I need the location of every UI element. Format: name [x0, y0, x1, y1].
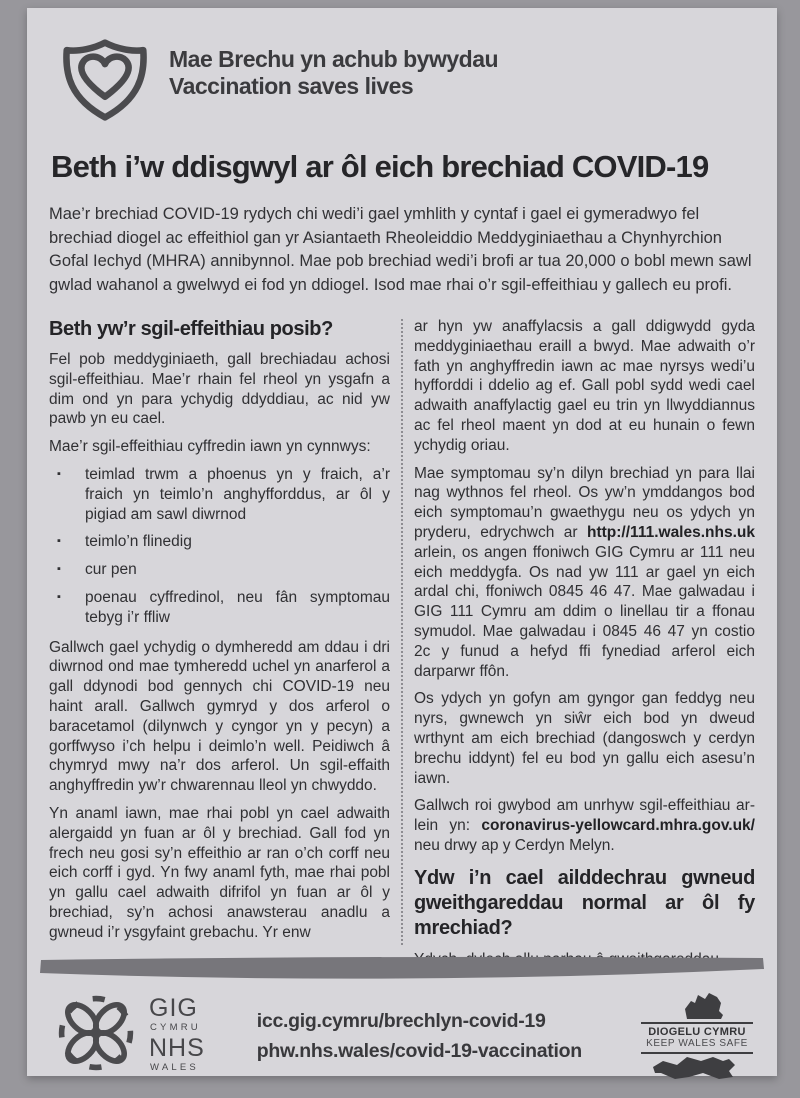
right-para-4 — [414, 796, 755, 855]
column-divider — [401, 319, 403, 945]
keep-wales-safe-logo — [641, 991, 753, 1081]
tagline-welsh: Mae Brechu yn achub bywydau — [169, 46, 499, 72]
nhs-111-url: http://111.wales.nhs.uk — [587, 523, 755, 541]
intro-paragraph: Mae’r brechiad COVID-19 rydych chi wedi’i gael ymhlith y cyntaf i gael ei gymeradwyo fel brechiad diogel ac effeithiol gan yr Asiantaeth Rheoleiddio Meddyginiaethau a Chynhyrchion Gofal Iechyd (MHRA) annibynnol. Mae pob brechiad wedi’i brofi ar tua 20,000 o bobl mewn sawl gwlad wahanol a gwelwyd ei fod yn ddiogel. Isod mae rhai o’r sgil-effeithiau y gallech eu profi. — [49, 205, 752, 294]
nhs-label: NHS — [149, 1033, 205, 1062]
nhs-wales-logo-text — [149, 996, 205, 1075]
right-para-4-text: Gallwch roi gwybod am unrhyw sgil-effeithiau ar-lein yn: — [414, 797, 755, 835]
keep-wales-safe-label: KEEP WALES SAFE — [646, 1037, 748, 1049]
footer-url-2: phw.nhs.wales/covid-19-vaccination — [256, 1039, 582, 1062]
footer-url-1: icc.gig.cymru/brechlyn-covid-19 — [256, 1009, 546, 1032]
list-item: ▪ cur pen — [49, 560, 390, 580]
left-para-1: Fel pob meddyginiaeth, gall brechiadau achosi sgil-effeithiau. Mae’r rhain fel rheol yn ysgafn a dim ond yn para ychydig ddyddiau, ac nid yw pawb yn eu cael. — [49, 351, 390, 428]
shield-heart-icon — [57, 38, 153, 127]
diogelu-cymru-label: DIOGELU CYMRU — [648, 1025, 746, 1038]
leaflet-page — [27, 8, 777, 1076]
yellowcard-url: coronavirus-yellowcard.mhra.gov.uk/ — [481, 817, 755, 835]
right-para-2-text: Mae symptomau sy’n dilyn brechiad yn para llai nag wythnos fel rheol. Os yw’n ymddangos bod eich symptomau’n gwaethygu neu os ydych yn pryderu, edrychwch ar — [414, 464, 755, 541]
nhs-wales-celtic-knot-icon — [53, 990, 139, 1081]
nhs-wales-logo — [53, 990, 205, 1081]
wales-label: WALES — [150, 1061, 199, 1073]
page-title: Beth i’w ddisgwyl ar ôl eich brechiad COVID-19 — [51, 149, 709, 184]
vaccination-brand-header — [57, 38, 755, 127]
right-para-2 — [414, 464, 755, 682]
footer-urls — [257, 1006, 641, 1066]
brand-taglines — [169, 38, 498, 100]
normal-activities-heading: Ydw i’n cael ailddechrau gwneud gweithgareddau normal ar ôl fy mrechiad? — [414, 866, 755, 939]
wales-map-top-icon — [641, 991, 753, 1021]
list-item: ▪ poenau cyffredinol, neu fân symptomau tebyg i’r ffliw — [49, 588, 390, 628]
footer — [49, 990, 755, 1081]
fold-shadow-bar — [35, 956, 769, 990]
cymru-label: CYMRU — [150, 1022, 201, 1033]
right-para-4-text-cont: neu drwy ap y Cerdyn Melyn. — [414, 836, 615, 854]
wales-map-bottom-icon — [641, 1055, 753, 1081]
left-para-3: Gallwch gael ychydig o dymheredd am ddau i dri diwrnod ond mae tymheredd uchel yn anarferol a gall ddynodi bod gennych chi COVID-19 neu haint arall. Gallwch gymryd y dos arferol o baracetamol (dilynwch y cyngor yn y pecyn) a gorffwyso i’ch helpu i deimlo’n well. Peidiwch â chymryd mwy na’r dos arferol. Un sgil-effaith anghyffredin yw’r chwarennau lleol yn chwyddo. — [49, 638, 390, 795]
right-para-1: ar hyn yw anaffylacsis a gall ddigwydd gyda meddyginiaethau eraill a bwyd. Mae adwaith o’r fath yn anghyffredin iawn ac mae nyrsys wedi’u hyfforddi i ddelio ag ef. Gall pobl sydd wedi cael adwaith anaffylactig gael eu trin yn llwyddiannus ac fel rheol maent yn dod at eu hunain o fewn ychydig oriau. — [414, 318, 755, 454]
list-item: ▪ teimlo’n flinedig — [49, 532, 390, 552]
gig-label: GIG — [149, 994, 198, 1022]
side-effects-list — [49, 465, 390, 628]
right-para-3: Os ydych yn gofyn am gyngor gan feddyg neu nyrs, gwnewch yn siŵr eich bod yn dweud wrthynt am eich brechiad (dangoswch y cerdyn brechu iddynt) fel eu bod yn gallu eich asesu’n iawn. — [414, 690, 755, 787]
side-effects-heading: Beth yw’r sgil-effeithiau posib? — [49, 318, 333, 340]
left-column — [49, 317, 390, 959]
right-para-2-text-cont: arlein, os angen ffoniwch GIG Cymru ar 111 neu eich meddygfa. Os nad yw 111 ar gael yn eich ardal chi, ffoniwch 0845 46 47. Mae galwadau i GIG 111 Cymru am ddim o linellau tir a ffonau symudol. Mae galwadau i 0845 46 47 yn costio 2c y funud a hefyd ffi fynediad arferol eich darparwr ffôn. — [414, 543, 755, 680]
left-para-4: Yn anaml iawn, mae rhai pobl yn cael adwaith alergaidd yn fuan ar ôl y brechiad. Gall fod yn frech neu gosi sy’n effeithio ar ran o’ch corff neu eich corff i gyd. Yn fwy anaml fyth, mae rhai pobl yn gallu cael adwaith difrifol yn fuan ar ôl y brechiad, sy’n achosi anawsterau anadlu a gwneud i’r ysgyfaint grebachu. Yr enw — [49, 804, 390, 941]
list-item: ▪ teimlad trwm a phoenus yn y fraich, a’r fraich yn teimlo’n anghyfforddus, ar ôl y pigiad am sawl diwrnod — [49, 465, 390, 524]
left-para-2: Mae’r sgil-effeithiau cyffredin iawn yn cynnwys: — [49, 438, 371, 456]
tagline-english: Vaccination saves lives — [169, 73, 414, 99]
keep-wales-safe-text-band — [641, 1022, 753, 1054]
body-columns — [49, 317, 755, 959]
right-column — [414, 317, 755, 959]
